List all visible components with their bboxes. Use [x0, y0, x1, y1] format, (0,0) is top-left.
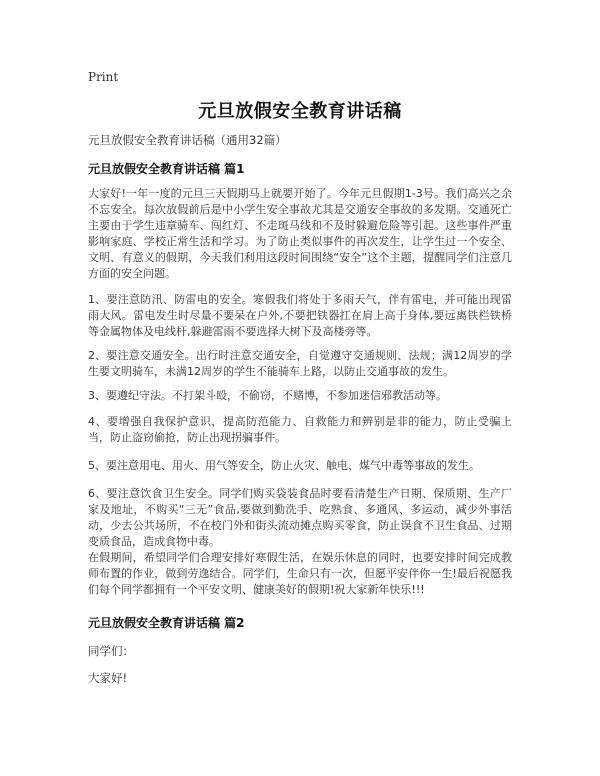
greeting-line: 同学们： — [88, 644, 134, 658]
section-heading-1: 元旦放假安全教育讲话稿 篇1 — [88, 162, 245, 176]
paragraph-item-1: 1、要注意防汛、防雷电的安全。寒假我们将处于多雨天气，伴有雷电，并可能出现雷雨大风。雷电发生时尽量不要呆在户外,不要把铁器扛在肩上高于身体,要远离铁栏铁桥等金属物体及电线杆,躲避雷雨不要选择大树下及高楼旁等。 — [88, 293, 512, 338]
print-link[interactable]: Print — [88, 70, 119, 84]
paragraph-item-4: 4、要增强自我保护意识，提高防范能力、自救能力和辨别是非的能力，防止受骗上当，防止盗窃偷抢，防止出现拐骗事件。 — [88, 415, 512, 444]
paragraph-item-3: 3、要遵纪守法。不打架斗殴，不偷窃，不赌博，不参加迷信邪教活动等。 — [88, 389, 447, 402]
paragraph-closing: 在假期间，希望同学们合理安排好寒假生活，在娱乐休息的同时，也要安排时间完成教师布置的作业，做到劳逸结合。同学们，生命只有一次，但愿平安伴你一生!最后祝愿我们每个同学都拥有一个平安文明、健康美好的假期!祝大家新年快乐!!! — [88, 551, 512, 596]
paragraph-item-6: 6、要注意饮食卫生安全。同学们购买袋装食品时要看清楚生产日期、保质期、生产厂家及地址，不购买“三无”食品,要做到勤洗手、吃熟食、多通风、多运动，减少外事活动，少去公共场所，不在校门外和街头流动摊点购买零食，防止误食不卫生食品、过期变质食品，造成食物中毒。 — [88, 487, 512, 548]
paragraph-intro: 大家好!一年一度的元旦三天假期马上就要开始了。今年元旦假期1-3号。我们高兴之余不忘安全。每次放假前后是中小学生安全事故尤其是交通安全事故的多发期。交通死亡主要由于学生违章骑车、闯红灯、不走斑马线和不及时躲避危险等引起。这些事件严重影响家庭、学校正常生活和学习。为了防止类似事件的再次发生，让学生过一个安全、文明、有意义的假期，今天我们利用这段时间围绕“安全”这个主题，提醒同学们注意几方面的安全问题。 — [88, 187, 512, 280]
paragraph-item-2: 2、要注意交通安全。出行时注意交通安全，自觉遵守交通规则、法规；满12周岁的学生要文明骑车，未满12周岁的学生不能骑车上路，以防止交通事故的发生。 — [88, 349, 512, 378]
paragraph-item-5: 5、要注意用电、用火、用气等安全，防止火灾、触电、煤气中毒等事故的发生。 — [88, 459, 480, 472]
document-subtitle: 元旦放假安全教育讲话稿（通用32篇） — [88, 133, 287, 147]
section-heading-2: 元旦放假安全教育讲话稿 篇2 — [88, 616, 245, 630]
hello-line: 大家好! — [88, 671, 128, 685]
page-title: 元旦放假安全教育讲话稿 — [198, 101, 402, 122]
